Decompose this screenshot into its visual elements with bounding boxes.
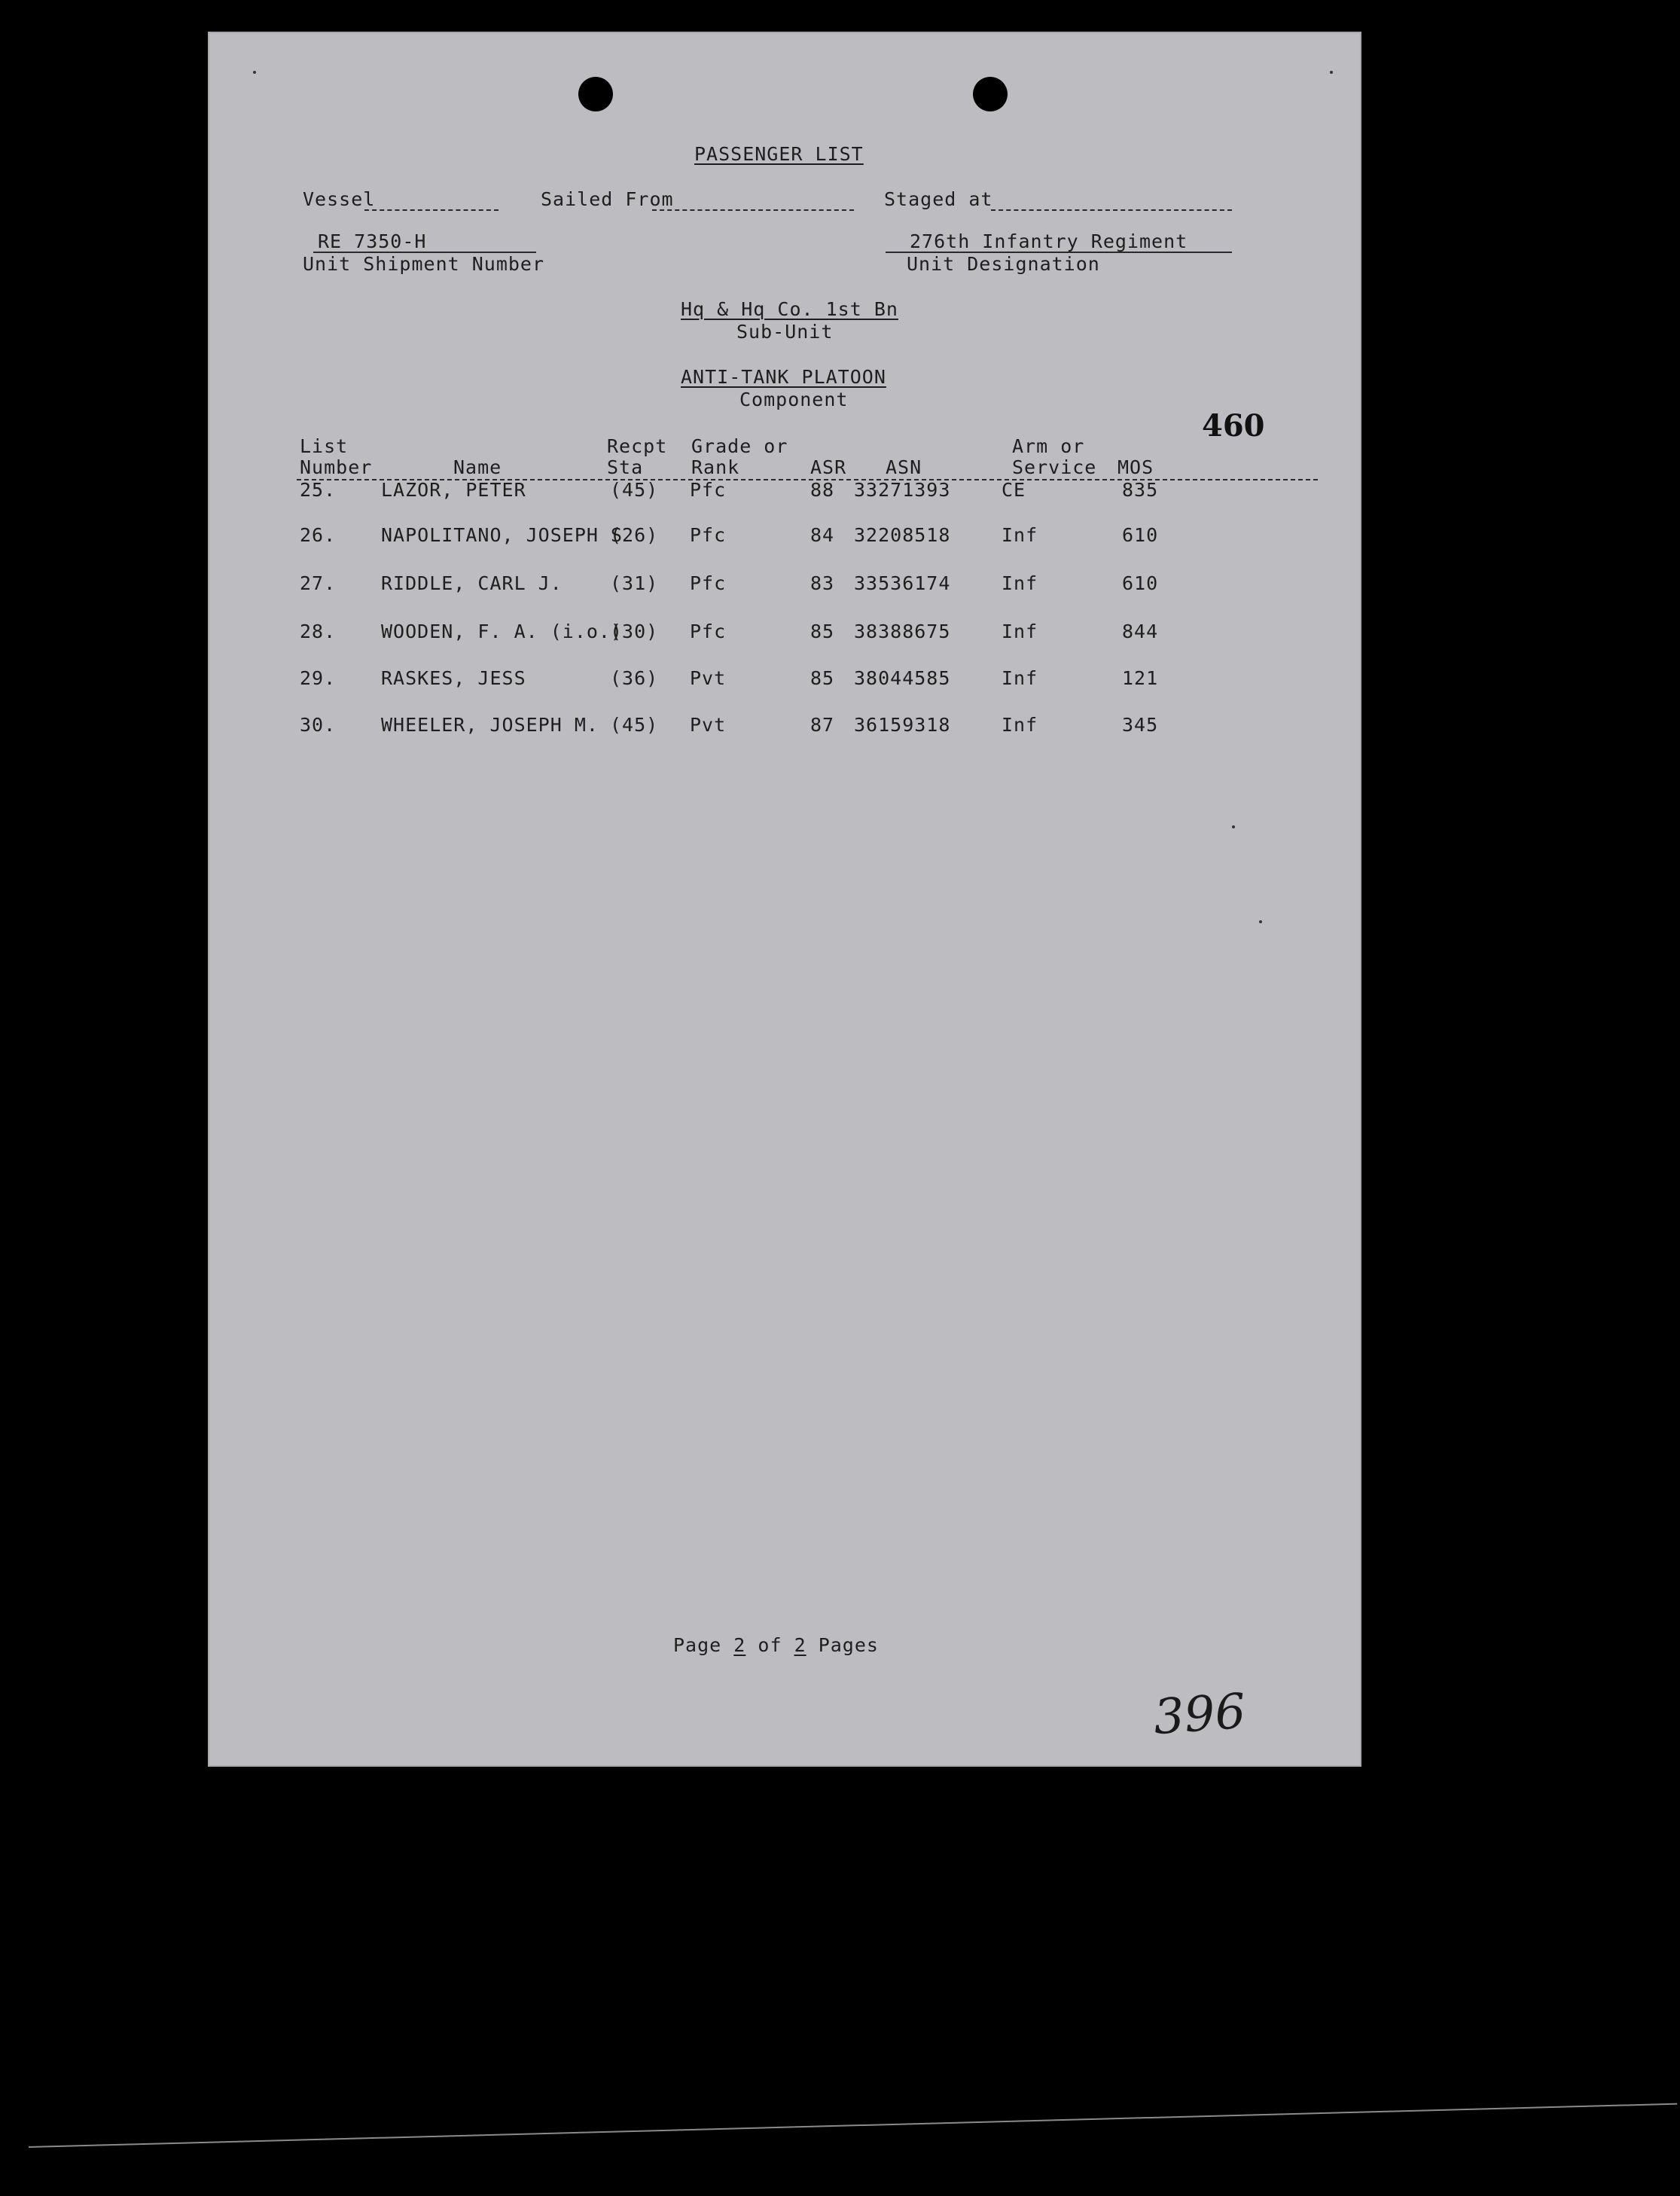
page-of: of <box>758 1634 782 1656</box>
page-prefix: Page <box>673 1634 722 1656</box>
vessel-label: Vessel <box>303 188 376 210</box>
header-name: Name <box>453 456 502 478</box>
sub-unit-label: Sub-Unit <box>736 321 834 343</box>
header-arm-top: Arm or <box>1012 435 1085 457</box>
header-asn: ASN <box>886 456 922 478</box>
row-asn: 33271393 <box>854 479 951 501</box>
row-number: 29. <box>300 667 337 689</box>
row-grade: Pvt <box>690 667 727 689</box>
row-name: RIDDLE, CARL J. <box>381 572 563 594</box>
row-grade: Pfc <box>690 572 727 594</box>
page-current: 2 <box>733 1634 746 1656</box>
component: ANTI-TANK PLATOON <box>681 366 886 388</box>
row-asr: 83 <box>810 572 835 594</box>
sailed-from-blank <box>652 209 854 211</box>
unit-shipment-number: RE 7350-H <box>318 230 427 252</box>
row-recpt: (31) <box>610 572 659 594</box>
row-grade: Pfc <box>690 621 727 642</box>
header-grade-bottom: Rank <box>691 456 740 478</box>
row-mos: 121 <box>1122 667 1159 689</box>
punch-hole-right <box>973 77 1008 111</box>
unit-shipment-number-label: Unit Shipment Number <box>303 253 545 275</box>
row-mos: 610 <box>1122 572 1159 594</box>
vessel-blank <box>364 209 499 211</box>
header-arm-bottom: Service <box>1012 456 1097 478</box>
document-title: PASSENGER LIST <box>694 143 864 165</box>
row-asn: 38388675 <box>854 621 951 642</box>
row-recpt: (36) <box>610 667 659 689</box>
row-grade: Pvt <box>690 714 727 736</box>
row-asn: 38044585 <box>854 667 951 689</box>
row-number: 27. <box>300 572 337 594</box>
row-name: WOODEN, F. A. (i.o.) <box>381 621 624 642</box>
row-asn: 36159318 <box>854 714 951 736</box>
row-name: NAPOLITANO, JOSEPH S <box>381 524 624 546</box>
page-indicator <box>673 1636 879 1655</box>
header-mos: MOS <box>1117 456 1154 478</box>
row-number: 28. <box>300 621 337 642</box>
row-recpt: (45) <box>610 479 659 501</box>
row-name: LAZOR, PETER <box>381 479 526 501</box>
row-recpt: (45) <box>610 714 659 736</box>
scan-speck <box>1330 71 1333 74</box>
row-mos: 345 <box>1122 714 1159 736</box>
row-mos: 835 <box>1122 479 1159 501</box>
row-recpt: (30) <box>610 621 659 642</box>
row-grade: Pfc <box>690 479 727 501</box>
sub-unit: Hq & Hq Co. 1st Bn <box>681 298 898 320</box>
row-asn: 33536174 <box>854 572 951 594</box>
header-list-bottom: Number <box>300 456 373 478</box>
row-arm: Inf <box>1002 621 1038 642</box>
staged-at-blank <box>991 209 1232 211</box>
header-recpt-bottom: Sta <box>607 456 644 478</box>
row-arm: Inf <box>1002 572 1038 594</box>
component-label: Component <box>739 389 849 410</box>
row-number: 25. <box>300 479 337 501</box>
row-asr: 85 <box>810 621 835 642</box>
row-name: RASKES, JESS <box>381 667 526 689</box>
handwritten-number: 396 <box>1151 1683 1248 1746</box>
row-asn: 32208518 <box>854 524 951 546</box>
row-arm: Inf <box>1002 667 1038 689</box>
staged-at-label: Staged at <box>884 188 993 210</box>
row-mos: 844 <box>1122 621 1159 642</box>
page-total: 2 <box>794 1634 806 1656</box>
row-grade: Pfc <box>690 524 727 546</box>
page-suffix: Pages <box>818 1634 879 1656</box>
punch-hole-left <box>578 77 613 111</box>
row-name: WHEELER, JOSEPH M. <box>381 714 599 736</box>
row-asr: 85 <box>810 667 835 689</box>
header-list-top: List <box>300 435 349 457</box>
row-asr: 84 <box>810 524 835 546</box>
row-asr: 87 <box>810 714 835 736</box>
unit-designation-label: Unit Designation <box>907 253 1100 275</box>
row-number: 30. <box>300 714 337 736</box>
row-recpt: (26) <box>610 524 659 546</box>
scan-speck <box>253 71 256 74</box>
header-asr: ASR <box>810 456 847 478</box>
row-mos: 610 <box>1122 524 1159 546</box>
stamp-number: 460 <box>1202 408 1265 444</box>
scan-speck <box>1232 825 1235 828</box>
document-page <box>208 32 1361 1767</box>
row-asr: 88 <box>810 479 835 501</box>
sailed-from-label: Sailed From <box>541 188 674 210</box>
row-arm: CE <box>1002 479 1026 501</box>
row-arm: Inf <box>1002 524 1038 546</box>
unit-designation: 276th Infantry Regiment <box>910 230 1188 252</box>
scan-speck <box>1259 920 1262 923</box>
row-arm: Inf <box>1002 714 1038 736</box>
header-grade-top: Grade or <box>691 435 788 457</box>
header-recpt-top: Recpt <box>607 435 668 457</box>
row-number: 26. <box>300 524 337 546</box>
